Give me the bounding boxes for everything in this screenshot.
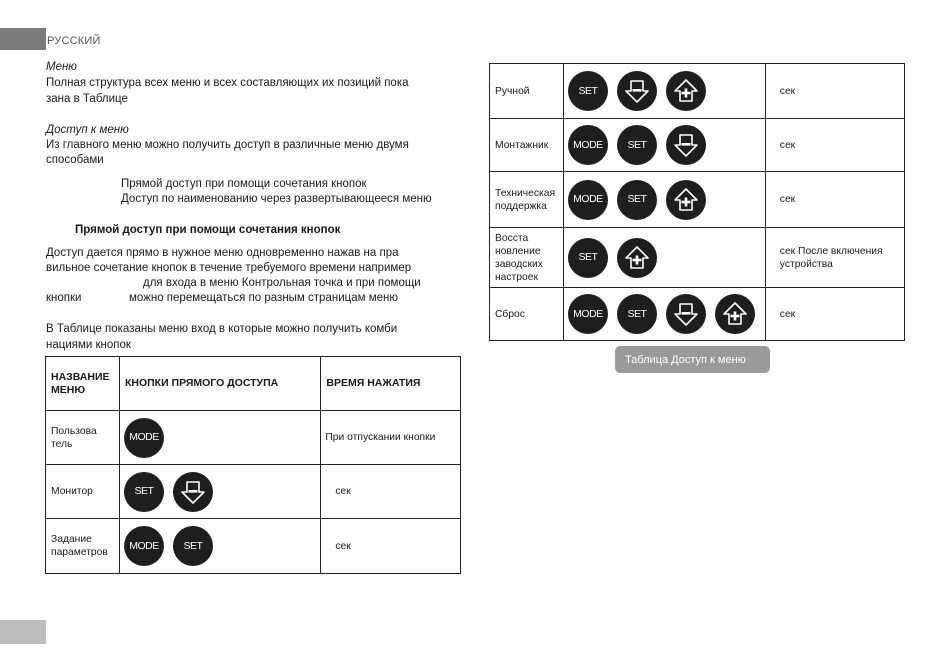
table-row — [490, 119, 905, 172]
menu-access-table-left — [45, 356, 461, 574]
row-name: Восста новление заводских настроек — [490, 228, 564, 288]
method-by-name: Доступ по наименованию через развертывающееся меню — [121, 193, 432, 205]
row-buttons — [563, 228, 765, 288]
arrow-down-minus-icon — [666, 125, 706, 165]
row-name: Пользова тель — [46, 411, 120, 465]
arrow-down-minus-icon — [173, 472, 213, 512]
table-row — [46, 465, 461, 519]
menu-access-table-right — [489, 63, 905, 341]
mode-button: MODE — [124, 526, 164, 566]
table-intro-line2: нациями кнопок — [46, 339, 131, 351]
arrow-up-plus-icon — [666, 180, 706, 220]
row-name: Монтажник — [490, 119, 564, 172]
row-name: Сброс — [490, 288, 564, 341]
row-name: Техническая поддержка — [490, 172, 564, 228]
mode-button: MODE — [568, 180, 608, 220]
arrow-down-minus-icon — [617, 71, 657, 111]
row-name: Задание параметров — [46, 519, 120, 574]
access-text-line1: Из главного меню можно получить доступ в различные меню двумя — [46, 139, 409, 151]
row-time: сек После включения устройства — [765, 228, 904, 288]
menu-title: Меню — [46, 61, 77, 73]
set-button: SET — [568, 238, 608, 278]
set-button: SET — [173, 526, 213, 566]
paragraph-line3: для входа в меню Контрольная точка и при помощи — [143, 277, 421, 289]
row-buttons — [563, 172, 765, 228]
arrow-up-plus-icon — [666, 71, 706, 111]
page-number-tab — [0, 620, 46, 644]
row-buttons — [119, 519, 320, 574]
set-button: SET — [568, 71, 608, 111]
paragraph-line4-end: можно перемещаться по разным страницам меню — [129, 292, 398, 304]
header-menu-name: НАЗВАНИЕ МЕНЮ — [46, 357, 120, 411]
menu-text-line2: зана в Таблице — [46, 93, 128, 105]
mode-button: MODE — [124, 418, 164, 458]
table-row — [46, 519, 461, 574]
row-name: Монитор — [46, 465, 120, 519]
row-buttons — [563, 119, 765, 172]
set-button: SET — [617, 180, 657, 220]
arrow-down-minus-icon — [666, 294, 706, 334]
row-time: При отпускании кнопки — [321, 411, 461, 465]
paragraph-line1: Доступ дается прямо в нужное меню одновременно нажав на пра — [46, 247, 399, 259]
row-time: сек — [765, 119, 904, 172]
table-caption: Таблица Доступ к меню — [615, 346, 770, 373]
section-heading: Прямой доступ при помощи сочетания кнопок — [75, 224, 341, 236]
row-time: сек — [765, 288, 904, 341]
row-time: сек — [321, 519, 461, 574]
table-row — [490, 288, 905, 341]
header-buttons: КНОПКИ ПРЯМОГО ДОСТУПА — [119, 357, 320, 411]
language-tab-marker — [0, 28, 46, 50]
set-button: SET — [617, 294, 657, 334]
row-buttons — [119, 465, 320, 519]
row-time: сек — [765, 64, 904, 119]
row-buttons — [563, 64, 765, 119]
table-intro-line1: В Таблице показаны меню вход в которые можно получить комби — [46, 323, 398, 335]
table-row — [490, 172, 905, 228]
paragraph-line4-start: кнопки — [46, 292, 82, 304]
row-buttons — [119, 411, 320, 465]
table-row — [490, 64, 905, 119]
row-name: Ручной — [490, 64, 564, 119]
arrow-up-plus-icon — [617, 238, 657, 278]
set-button: SET — [124, 472, 164, 512]
menu-text-line1: Полная структура всех меню и всех составляющих их позиций пока — [46, 77, 409, 89]
header-press-time: ВРЕМЯ НАЖАТИЯ — [321, 357, 461, 411]
table-row — [490, 228, 905, 288]
mode-button: MODE — [568, 294, 608, 334]
mode-button: MODE — [568, 125, 608, 165]
method-direct: Прямой доступ при помощи сочетания кнопок — [121, 178, 367, 190]
arrow-up-plus-icon — [715, 294, 755, 334]
table-header-row — [46, 357, 461, 411]
row-time: сек — [321, 465, 461, 519]
row-time: сек — [765, 172, 904, 228]
set-button: SET — [617, 125, 657, 165]
row-buttons — [563, 288, 765, 341]
access-text-line2: способами — [46, 154, 104, 166]
table-row — [46, 411, 461, 465]
language-label: РУССКИЙ — [47, 35, 101, 47]
access-title: Доступ к меню — [46, 124, 129, 136]
paragraph-line2: вильное сочетание кнопок в течение требуемого времени например — [46, 262, 412, 274]
